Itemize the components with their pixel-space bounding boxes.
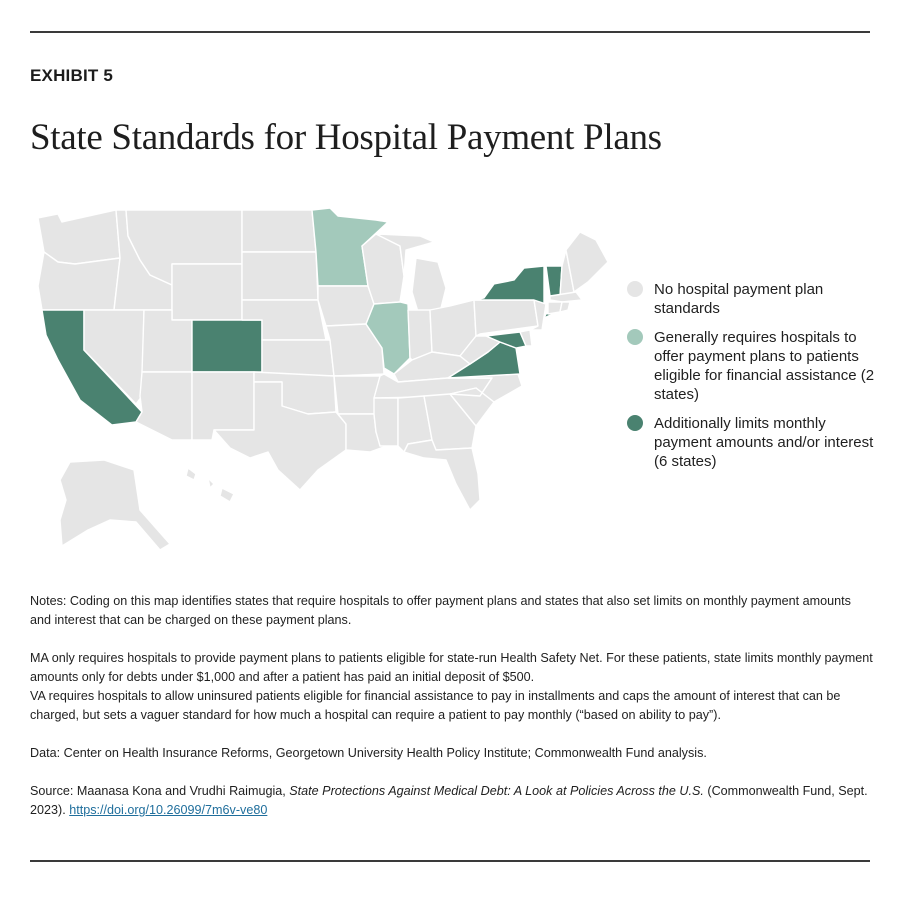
state-AK <box>60 460 170 550</box>
state-AR <box>334 376 380 414</box>
state-RI <box>560 302 570 312</box>
legend-swatch-generally <box>627 329 643 345</box>
state-AZ <box>136 372 192 440</box>
state-MS <box>374 398 398 446</box>
state-WY <box>172 264 242 320</box>
state-ME <box>566 232 608 292</box>
legend-label-additionally: Additionally limits monthly payment amounts and/or interest (6 states) <box>654 415 874 470</box>
notes-va: VA requires hospitals to allow uninsured patients eligible for financial assistance to pay in installments and caps the amount of interest that can be charged, but sets a vaguer standard for how much a hospital can require a patient to pay monthly (“based on ability to pay”). <box>30 689 841 722</box>
bottom-rule <box>30 860 870 862</box>
state-UT <box>142 310 192 372</box>
legend-item-generally <box>626 328 876 404</box>
notes-ma: MA only requires hospitals to provide payment plans to patients eligible for state-run Health Safety Net. For these patients, state limits monthly payment amounts only for debts under $1,000 and after a patient has paid an initial deposit of $500. <box>30 651 873 684</box>
state-IA <box>318 286 374 326</box>
notes-coding: Notes: Coding on this map identifies states that require hospitals to offer payment plans and states that also set limits on monthly payment amounts and interest that can be charged on these payment plans. <box>30 594 851 627</box>
state-CO <box>192 320 262 372</box>
legend-label-generally: Generally requires hospitals to offer payment plans to patients eligible for financial assistance (2 states) <box>654 329 875 403</box>
source-title: State Protections Against Medical Debt: A Look at Policies Across the U.S. <box>289 784 704 798</box>
state-IN <box>408 310 432 360</box>
state-SD <box>242 252 318 300</box>
page-title: State Standards for Hospital Payment Plans <box>30 117 662 158</box>
state-ND <box>242 210 316 252</box>
legend-item-none <box>626 280 876 318</box>
notes-source <box>30 782 875 820</box>
legend-label-none: No hospital payment plan standards <box>654 281 824 317</box>
doi-link[interactable]: https://doi.org/10.26099/7m6v-ve80 <box>69 803 268 817</box>
map-legend <box>626 280 876 481</box>
source-suffix: (Commonwealth Fund, Sept. 2023). <box>30 784 868 817</box>
state-HI <box>186 468 234 502</box>
notes-section <box>30 592 875 820</box>
legend-swatch-none <box>627 281 643 297</box>
state-FL <box>404 440 480 510</box>
top-rule <box>30 31 870 33</box>
source-prefix: Source: Maanasa Kona and Vrudhi Raimugia, <box>30 784 290 798</box>
notes-data: Data: Center on Health Insurance Reforms, Georgetown University Health Policy Institute; Commonwealth Fund analysis. <box>30 746 707 760</box>
exhibit-label: EXHIBIT 5 <box>30 66 114 85</box>
us-state-map <box>0 195 620 565</box>
legend-item-additionally <box>626 414 876 471</box>
state-KS <box>262 340 334 376</box>
legend-swatch-additionally <box>627 415 643 431</box>
